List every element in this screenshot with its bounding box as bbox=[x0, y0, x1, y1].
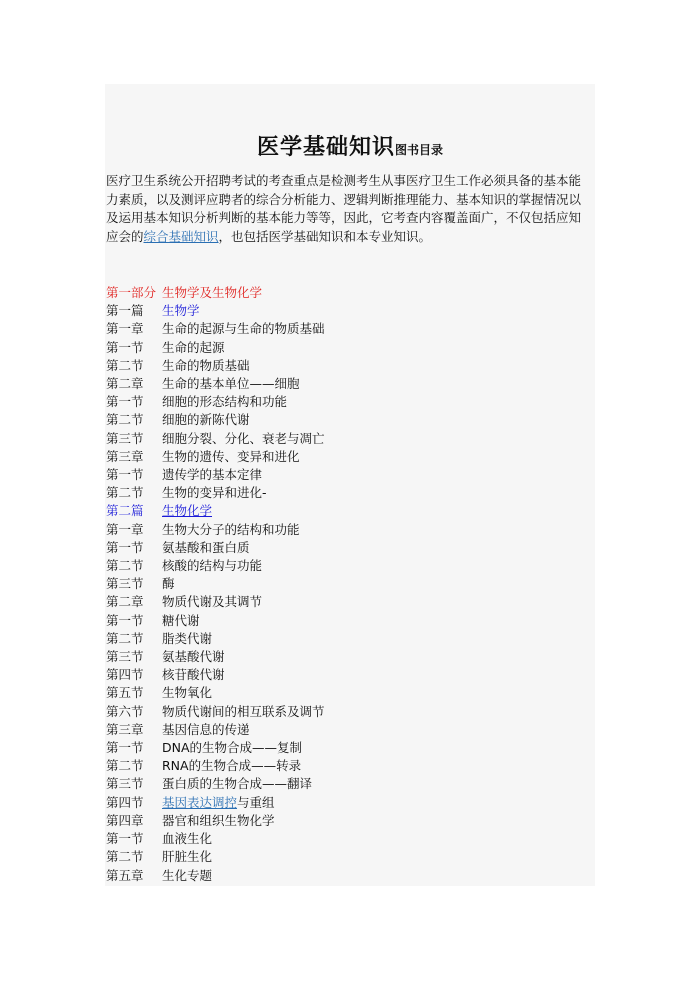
toc-row bbox=[106, 703, 325, 721]
toc-text: 细胞分裂、分化、衰老与凋亡 bbox=[162, 430, 325, 446]
toc-text: 基因信息的传递 bbox=[162, 721, 250, 737]
toc-row bbox=[106, 430, 325, 448]
toc-text: 细胞的新陈代谢 bbox=[162, 412, 250, 428]
toc-section-heading bbox=[106, 302, 325, 320]
intro-text-before: 医疗卫生系统公开招聘考试的考查重点是检测考生从事医疗卫生工作必须具备的基本能力素质，以及测评应聘者的综合分析能力、逻辑判断推理能力、基本知识的掌握情况以及运用基本知识分析判断的基本能力等等，因此，它考查内容覆盖面广，不仅包括应知应会的 bbox=[106, 173, 582, 244]
toc-part-heading bbox=[106, 284, 325, 302]
title-main: 医学基础知识 bbox=[256, 135, 395, 160]
toc-row bbox=[106, 575, 325, 593]
intro-paragraph bbox=[106, 172, 592, 246]
toc-row bbox=[106, 648, 325, 666]
toc-label: 第二节 bbox=[106, 558, 144, 574]
toc-row bbox=[106, 830, 325, 848]
toc-label: 第五章 bbox=[106, 867, 144, 883]
toc-row bbox=[106, 721, 325, 739]
toc-label: 第四章 bbox=[106, 812, 144, 828]
toc-label: 第二篇 bbox=[106, 503, 144, 519]
toc-text: 生物的变异和进化- bbox=[162, 485, 267, 501]
toc-label: 第二节 bbox=[106, 630, 144, 646]
toc-label: 第二节 bbox=[106, 357, 144, 373]
toc-label: 第三章 bbox=[106, 721, 144, 737]
toc-text: 物质代谢间的相互联系及调节 bbox=[162, 703, 325, 719]
toc-row bbox=[106, 612, 325, 630]
toc-row bbox=[106, 739, 325, 757]
toc-text: 氨基酸代谢 bbox=[162, 649, 225, 665]
toc-text: 血液生化 bbox=[162, 831, 213, 847]
toc-row bbox=[106, 557, 325, 575]
toc-row bbox=[106, 630, 325, 648]
toc-label: 第一篇 bbox=[106, 303, 144, 319]
integrated-knowledge-link[interactable]: 综合基础知识 bbox=[143, 228, 219, 244]
toc-row bbox=[106, 448, 325, 466]
toc-label: 第四节 bbox=[106, 667, 144, 683]
toc-label: 第一节 bbox=[106, 612, 144, 628]
toc-text: 生命的起源 bbox=[162, 339, 225, 355]
toc-label: 第三节 bbox=[106, 430, 144, 446]
toc-text: 肝脏生化 bbox=[162, 849, 213, 865]
toc-row bbox=[106, 775, 325, 793]
toc-label: 第一节 bbox=[106, 539, 144, 555]
page-title bbox=[0, 124, 700, 162]
toc-label: 第五节 bbox=[106, 685, 144, 701]
toc-section-title: 生物学 bbox=[162, 303, 200, 319]
toc-label: 第一节 bbox=[106, 740, 144, 756]
toc-text: 遗传学的基本定律 bbox=[162, 467, 263, 483]
toc-label: 第三节 bbox=[106, 649, 144, 665]
table-of-contents bbox=[106, 284, 325, 885]
toc-text: 细胞的形态结构和功能 bbox=[162, 394, 288, 410]
toc-label: 第一章 bbox=[106, 521, 144, 537]
toc-text: RNA的生物合成——转录 bbox=[162, 758, 302, 774]
toc-text: 生物氧化 bbox=[162, 685, 213, 701]
gene-expression-link[interactable]: 基因表达调控 bbox=[162, 794, 238, 810]
toc-label: 第一节 bbox=[106, 467, 144, 483]
toc-text: 糖代谢 bbox=[162, 612, 200, 628]
toc-text: 生物的遗传、变异和进化 bbox=[162, 448, 300, 464]
toc-label: 第三章 bbox=[106, 448, 144, 464]
toc-text: 蛋白质的生物合成——翻译 bbox=[162, 776, 313, 792]
toc-row bbox=[106, 757, 325, 775]
toc-row bbox=[106, 393, 325, 411]
toc-text: 酶 bbox=[162, 576, 175, 592]
toc-text: 氨基酸和蛋白质 bbox=[162, 539, 250, 555]
toc-row bbox=[106, 375, 325, 393]
toc-text: 与重组 bbox=[237, 794, 275, 810]
toc-row bbox=[106, 812, 325, 830]
toc-row bbox=[106, 794, 325, 812]
toc-label: 第二节 bbox=[106, 758, 144, 774]
toc-text: DNA的生物合成——复制 bbox=[162, 740, 303, 756]
toc-label: 第三节 bbox=[106, 576, 144, 592]
toc-label: 第一节 bbox=[106, 394, 144, 410]
toc-row bbox=[106, 339, 325, 357]
toc-label: 第四节 bbox=[106, 794, 144, 810]
toc-row bbox=[106, 593, 325, 611]
toc-text: 核酸的结构与功能 bbox=[162, 558, 263, 574]
toc-label: 第二章 bbox=[106, 594, 144, 610]
toc-row bbox=[106, 539, 325, 557]
toc-row bbox=[106, 484, 325, 502]
toc-row bbox=[106, 867, 325, 885]
toc-row bbox=[106, 466, 325, 484]
toc-row bbox=[106, 684, 325, 702]
toc-text: 物质代谢及其调节 bbox=[162, 594, 263, 610]
toc-text: 器官和组织生物化学 bbox=[162, 812, 275, 828]
toc-label: 第六节 bbox=[106, 703, 144, 719]
toc-text: 生物大分子的结构和功能 bbox=[162, 521, 300, 537]
toc-row bbox=[106, 320, 325, 338]
toc-label: 第二章 bbox=[106, 376, 144, 392]
toc-label: 第一节 bbox=[106, 831, 144, 847]
toc-text: 生物学及生物化学 bbox=[162, 285, 263, 300]
toc-label: 第二节 bbox=[106, 485, 144, 501]
toc-text: 生命的基本单位——细胞 bbox=[162, 376, 300, 392]
toc-text: 核苷酸代谢 bbox=[162, 667, 225, 683]
title-sub: 图书目录 bbox=[395, 143, 444, 157]
toc-label: 第一章 bbox=[106, 321, 144, 337]
toc-text: 脂类代谢 bbox=[162, 630, 213, 646]
toc-label: 第三节 bbox=[106, 776, 144, 792]
toc-section-title: 生物化学 bbox=[162, 503, 213, 519]
toc-section-heading-link[interactable] bbox=[106, 502, 325, 520]
toc-label: 第一部分 bbox=[106, 285, 157, 300]
toc-row bbox=[106, 411, 325, 429]
toc-text: 生命的物质基础 bbox=[162, 357, 250, 373]
toc-row bbox=[106, 357, 325, 375]
toc-row bbox=[106, 848, 325, 866]
toc-text: 生命的起源与生命的物质基础 bbox=[162, 321, 325, 337]
toc-label: 第二节 bbox=[106, 849, 144, 865]
toc-label: 第一节 bbox=[106, 339, 144, 355]
toc-text: 生化专题 bbox=[162, 867, 213, 883]
toc-row bbox=[106, 521, 325, 539]
intro-text-after: ，也包括医学基础知识和本专业知识。 bbox=[218, 228, 432, 244]
toc-label: 第二节 bbox=[106, 412, 144, 428]
toc-row bbox=[106, 666, 325, 684]
